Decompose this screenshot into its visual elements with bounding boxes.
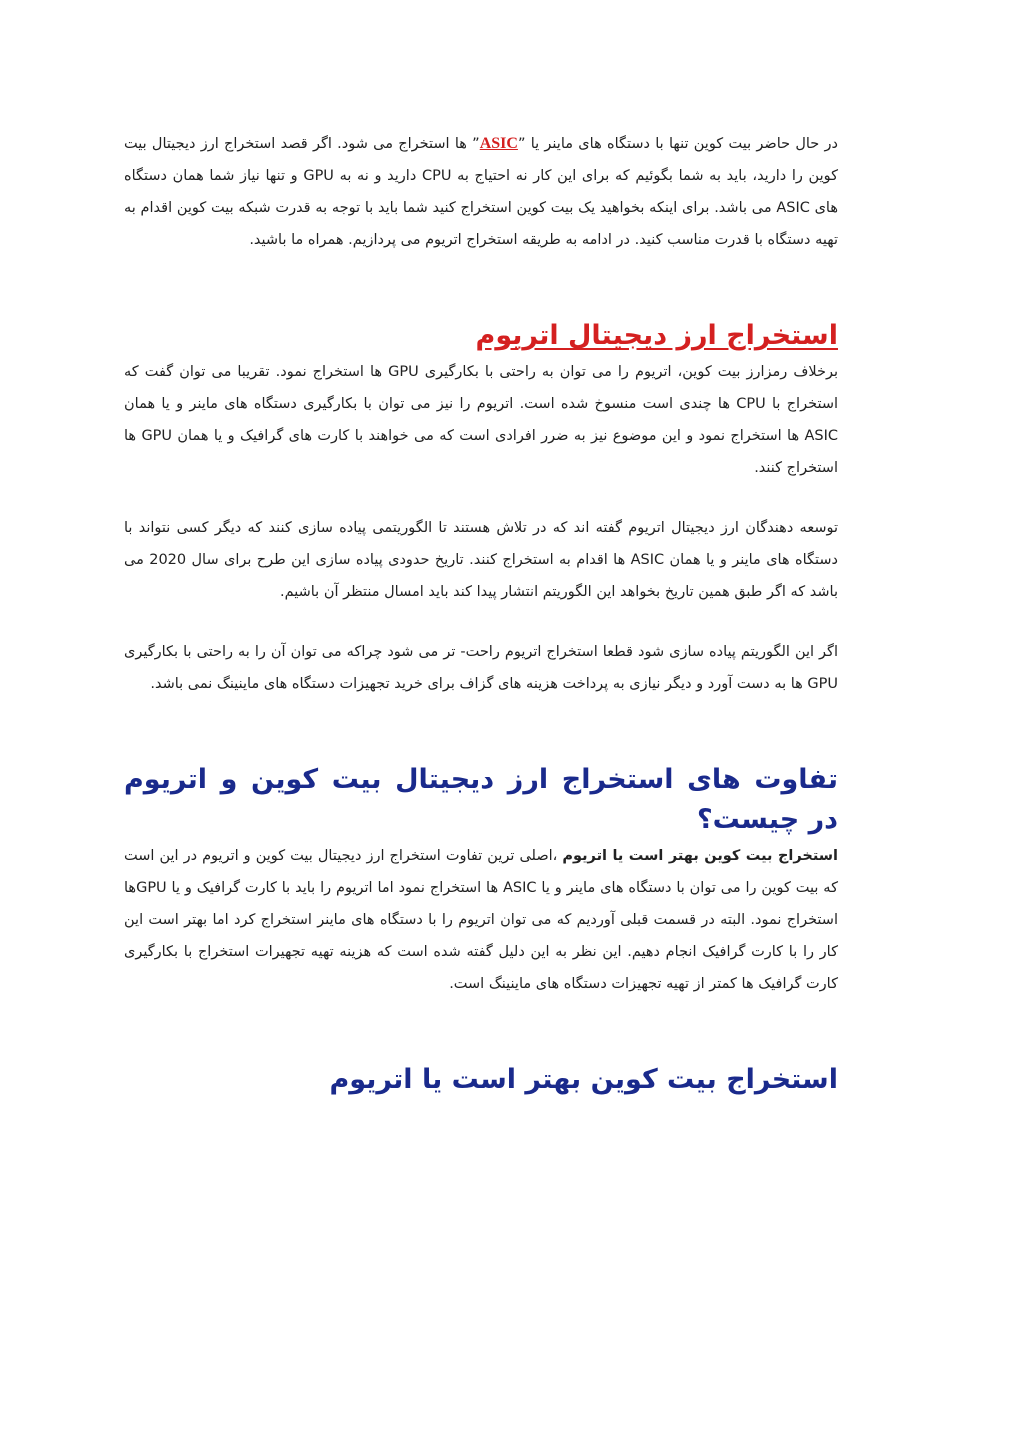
- intro-text-part1: در حال حاضر بیت کوین تنها با دستگاه های ماینر یا ”: [517, 136, 838, 152]
- ethereum-paragraph-1: برخلاف رمزارز بیت کوین، اتریوم را می توان به راحتی با بکارگیری GPU ها استخراج نمود. تقریبا می توان گفت که استخراج با CPU ها چندی است منسوخ شده است. اتریوم را نیز می توان با بکارگیری دستگاه های ماینر و یا همان ASIC ها استخراج نمود و این موضوع نیز به ضرر افرادی است که می خواهند با کارت های گرافیک و یا همان GPU ها استخراج کنند.: [124, 364, 839, 476]
- ethereum-paragraph-2: توسعه دهندگان ارز دیجیتال اتریوم گفته اند که در تلاش هستند تا الگوریتمی پیاده سازی کنند که دیگر کسی نتواند با دستگاه های ماینر و یا همان ASIC ها اقدام به استخراج کنند. تاریخ حدودی پیاده سازی این طرح برای سال 2020 می باشد که اگر طبق همین تاریخ بخواهد این الگوریتم انتشار پیدا کند باید امسال منتظر آن باشیم.: [124, 520, 838, 600]
- paragraph-spacer: [124, 608, 838, 636]
- differences-lead: استخراج بیت کوین بهتر است یا اتریوم: [562, 848, 838, 864]
- article-body: [124, 128, 838, 1100]
- differences-paragraph: [124, 840, 838, 1000]
- bitcoin-vs-ethereum-heading: استخراج بیت کوین بهتر است یا اتریوم: [329, 1064, 838, 1095]
- section-spacer: [124, 700, 838, 760]
- ethereum-paragraph-3: اگر این الگوریتم پیاده سازی شود قطعا استخراج اتریوم راحت- تر می شود چراکه می توان آن را به راحتی با بکارگیری GPU ها به دست آورد و دیگر نیازی به پرداخت هزینه های گزاف برای خرید تجهیزات دستگاه های ماینینگ نمی باشد.: [124, 644, 838, 692]
- asic-link[interactable]: ASIC: [479, 135, 518, 152]
- intro-paragraph: [124, 128, 838, 256]
- differences-text: ،اصلی ترین تفاوت استخراج ارز دیجیتال بیت کوین و اتریوم در این است که بیت کوین را می توان با دستگاه های ماینر و یا ASIC ها استخراج نمود اما اتریوم را باید با کارت گرافیک و یا GPUها استخراج نمود. البته در قسمت قبلی آوردیم که می توان اتریوم را با دستگاه های ماینر استخراج کرد اما بهتر است این کار را با کارت گرافیک انجام دهیم. این نظر به این دلیل گفته شده است که هزینه تهیه تجهیرات استخراج با بکارگیری کارت گرافیک ها کمتر از تهیه تجهیزات دستگاه های ماینینگ است.: [124, 848, 838, 992]
- paragraph-spacer: [124, 484, 838, 512]
- intro-text-part2: ” ها استخراج می شود. اگر قصد استخراج ارز دیجیتال بیت کوین را دارید، باید به شما بگوئیم که برای این کار نه احتیاج به CPU دارید و نه به GPU و تنها نیاز شما همان دستگاه های ASIC می باشد. برای اینکه بخواهید یک بیت کوین استخراج کنید شما باید با توجه به قدرت شبکه بیت کوین اقدام به تهیه دستگاه با قدرت مناسب کنید. در ادامه به طریقه استخراج اتریوم می پردازیم. همراه ما باشید.: [124, 136, 839, 248]
- differences-heading: تفاوت های استخراج ارز دیجیتال بیت کوین و اتریوم در چیست؟: [124, 764, 838, 835]
- section-spacer: [124, 1000, 838, 1060]
- ethereum-mining-heading: استخراج ارز دیجیتال اتریوم: [475, 320, 838, 351]
